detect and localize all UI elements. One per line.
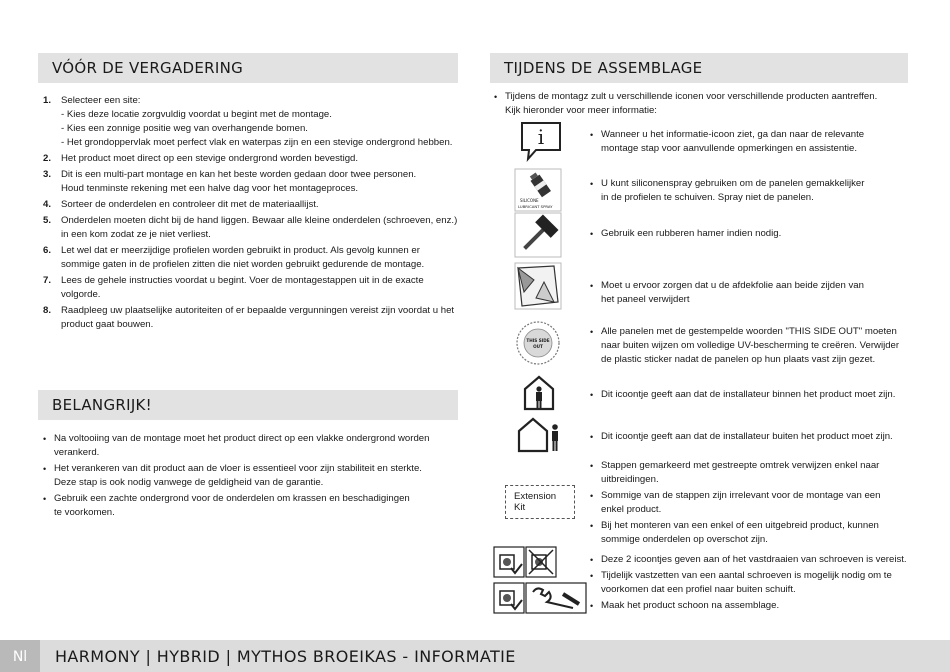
screw-description: • Deze 2 icoontjes geven aan of het vastdraaien van schroeven is vereist. • Tijdelijk vastzetten van een aantal schroeven is mogelijk nodig om te voorkomen dat een profiel naar buiten schuift. • Maak het product schoon na assemblage.: [590, 554, 907, 611]
list-line: product gaat bouwen.: [61, 319, 154, 330]
installer-inside-icon: [522, 375, 556, 411]
list-item: [43, 304, 461, 332]
page-footer: [0, 640, 950, 672]
list-line: Dit is een multi-part montage en kan het beste worden gedaan door twee personen.: [61, 169, 417, 180]
list-line: Let wel dat er meerzijdige profielen worden gebruikt in product. Als gevolg kunnen er: [61, 245, 420, 256]
list-line: - Kies deze locatie zorgvuldig voordat u begint met de montage.: [61, 109, 332, 120]
svg-text:LUBRICANT SPRAY: LUBRICANT SPRAY: [518, 204, 553, 209]
list-line: te voorkomen.: [54, 507, 115, 518]
list-item: [43, 168, 461, 196]
during-intro: [494, 90, 909, 118]
list-item: [43, 462, 461, 490]
before-assembly-list: [43, 94, 461, 334]
list-line: Het product moet direct op een stevige ondergrond worden bevestigd.: [61, 153, 359, 164]
intro-line: Kijk hieronder voor meer informatie:: [505, 105, 657, 116]
list-item: [43, 198, 461, 212]
rubber-hammer-icon: [514, 212, 562, 258]
list-line: Onderdelen moeten dicht bij de hand liggen. Bewaar alle kleine onderdelen (schroeven, enz.): [61, 215, 458, 226]
list-item: [43, 152, 461, 166]
svg-text:THIS SIDE: THIS SIDE: [526, 338, 550, 343]
inside-description: • Dit icoontje geeft aan dat de installateur binnen het product moet zijn.: [590, 389, 896, 400]
list-number: 3.: [43, 169, 52, 180]
extension-description: • Stappen gemarkeerd met gestreepte omtrek verwijzen enkel naar uitbreidingen. • Sommige van de stappen zijn irrelevant voor de montage van een enkel product. • Bij het monteren van een enkel of een uitgebreid product, kunnen sommige onderdelen op overschot zijn.: [590, 460, 881, 545]
bullet: •: [43, 494, 47, 504]
list-line: - Het grondoppervlak moet perfect vlak en waterpas zijn en een stevige ondergrond hebben.: [61, 137, 453, 148]
list-number: 5.: [43, 215, 52, 226]
bullet: •: [494, 92, 498, 102]
list-line: Deze stap is ook nodig vanwege de geldigheid van de garantie.: [54, 477, 324, 488]
list-number: 4.: [43, 199, 52, 210]
list-line: Lees de gehele instructies voordat u begint. Voer de montagestappen uit in de exacte volgorde.: [61, 275, 424, 300]
list-item: [43, 492, 461, 520]
bullet: •: [43, 464, 47, 474]
silicone-spray-icon: [514, 168, 562, 212]
section-header-before-assembly: VÓÓR DE VERGADERING: [38, 53, 458, 83]
list-number: 1.: [43, 95, 52, 106]
important-list: [43, 432, 461, 522]
list-item: [43, 94, 461, 150]
list-number: 8.: [43, 305, 52, 316]
footer-title: HARMONY | HYBRID | MYTHOS BROEIKAS - INFORMATIE: [55, 647, 516, 666]
list-item: [43, 432, 461, 460]
intro-line: Tijdens de montagz zult u verschillende iconen voor verschillende producten aantreffen.: [505, 91, 878, 102]
list-line: Raadpleeg uw plaatselijke autoriteiten of er bepaalde vergunningen vereist zijn voordat u het: [61, 305, 455, 316]
language-badge: Nl: [0, 640, 40, 672]
list-item: [43, 244, 461, 272]
list-line: in een kom zodat ze je niet verliest.: [61, 229, 211, 240]
bullet: •: [43, 434, 47, 444]
list-item: [43, 274, 461, 302]
list-number: 7.: [43, 275, 52, 286]
svg-text:SILICONE: SILICONE: [520, 198, 539, 203]
list-line: Na voltooiing van de montage moet het product direct op een vlakke ondergrond worden: [54, 433, 430, 444]
sticker-description: • Alle panelen met de gestempelde woorden "THIS SIDE OUT" moeten naar buiten wijzen om volledige UV-bescherming te creëren. Verwijder de plastic sticker nadat de panelen op hun plaats vast zijn gezet.: [590, 326, 900, 365]
section-header-important: BELANGRIJK!: [38, 390, 458, 420]
installer-outside-icon: [516, 417, 564, 453]
list-line: Selecteer een site:: [61, 95, 141, 106]
extension-kit-label: Extension Kit: [505, 485, 575, 519]
list-line: Houd tenminste rekening met een halve dag voor het montageproces.: [61, 183, 359, 194]
hammer-description: • Gebruik een rubberen hamer indien nodig.: [590, 228, 782, 239]
list-line: sommige gaten in de profielen zitten die niet worden gebruikt gedurende de montage.: [61, 259, 425, 270]
list-number: 2.: [43, 153, 52, 164]
film-description: • Moet u ervoor zorgen dat u de afdekfolie aan beide zijden van het paneel verwijdert: [590, 280, 864, 305]
info-description: • Wanneer u het informatie-icoon ziet, ga dan naar de relevante montage stap voor aanvullende opmerkingen en assistentie.: [590, 129, 865, 154]
list-line: verankerd.: [54, 447, 100, 458]
protective-film-icon: [514, 262, 562, 310]
list-line: Gebruik een zachte ondergrond voor de onderdelen om krassen en beschadigingen: [54, 493, 410, 504]
list-line: Sorteer de onderdelen en controleer dit met de materiaallijst.: [61, 199, 319, 210]
screw-tighten-icons: [493, 546, 557, 578]
svg-text:i: i: [537, 125, 545, 149]
extension-kit-icon: [505, 487, 575, 517]
list-number: 6.: [43, 245, 52, 256]
list-line: Het verankeren van dit product aan de vloer is essentieel voor zijn stabiliteit en sterkte.: [54, 463, 422, 474]
list-item: [43, 214, 461, 242]
wrench-icons: [493, 582, 589, 614]
silicone-description: • U kunt siliconenspray gebruiken om de panelen gemakkelijker in de profielen te schuiven. Spray niet de panelen.: [590, 178, 865, 203]
this-side-out-icon: [515, 320, 561, 366]
list-line: - Kies een zonnige positie weg van overhangende bomen.: [61, 123, 308, 134]
svg-text:OUT: OUT: [533, 344, 543, 349]
info-icon: [518, 120, 564, 162]
section-header-during-assembly: TIJDENS DE ASSEMBLAGE: [490, 53, 908, 83]
outside-description: • Dit icoontje geeft aan dat de installateur buiten het product moet zijn.: [590, 431, 893, 442]
